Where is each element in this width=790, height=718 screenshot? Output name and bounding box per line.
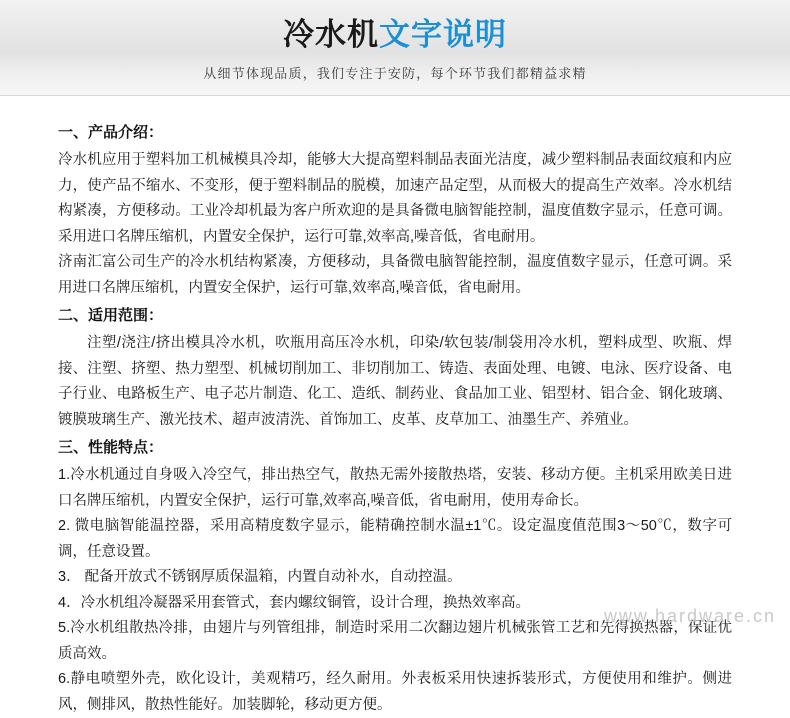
section-paragraph: 5.冷水机组散热冷排，由翅片与列管组排，制造时采用二次翻边翅片机械张管工艺和先得换热器，保证优质高效。 xyxy=(58,620,732,662)
section-application-scope xyxy=(58,303,732,433)
section-heading: 一、产品介绍： xyxy=(58,124,164,141)
page-title-plain: 冷水机 xyxy=(283,17,379,52)
watermark-text: www.hardware.cn xyxy=(603,606,776,626)
page-subtitle: 从细节体现品质，我们专注于安防，每个环节我们都精益求精 xyxy=(203,66,587,81)
section-product-intro xyxy=(58,120,732,301)
section-performance-features xyxy=(58,435,732,718)
section-paragraph: 济南汇富公司生产的冷水机结构紧凑，方便移动，具备微电脑智能控制，温度值数字显示，任意可调。采用进口名牌压缩机，内置安全保护，运行可靠,效率高,噪音低，省电耐用。 xyxy=(58,254,732,296)
section-paragraph: 4．冷水机组冷凝器采用套管式，套内螺纹铜管，设计合理，换热效率高。 xyxy=(58,594,531,611)
section-heading: 三、性能特点： xyxy=(58,439,164,456)
page-title-accent: 文字说明 xyxy=(379,17,507,52)
section-heading: 二、适用范围： xyxy=(58,307,164,324)
section-paragraph: 2. 微电脑智能温控器，采用高精度数字显示，能精确控制水温±1℃。设定温度值范围3～50℃，数字可调，任意设置。 xyxy=(58,518,732,560)
section-paragraph: 注塑/浇注/挤出模具冷水机，吹瓶用高压冷水机，印染/软包装/制袋用冷水机，塑料成型、吹瓶、焊接、注塑、挤塑、热力塑型、机械切削加工、非切削加工、铸造、表面处理、电镀、电泳、医疗设备、电子行业、电路板生产、电子芯片制造、化工、造纸、制药业、食品加工业、铝型材、铝合金、钢化玻璃、镀膜玻璃生产、激光技术、超声波清洗、首饰加工、皮革、皮草加工、油墨生产、养殖业。 xyxy=(58,335,732,428)
header-banner xyxy=(0,0,790,96)
section-paragraph: 3． 配备开放式不锈钢厚质保温箱，内置自动补水，自动控温。 xyxy=(58,569,462,585)
section-paragraph: 冷水机应用于塑料加工机械模具冷却，能够大大提高塑料制品表面光洁度，减少塑料制品表面纹痕和内应力，使产品不缩水、不变形，便于塑料制品的脱模，加速产品定型，从而极大的提高生产效率。冷水机结构紧凑，方便移动。工业冷却机最为客户所欢迎的是具备微电脑智能控制，温度值数字显示，任意可调。采用进口名牌压缩机，内置安全保护，运行可靠,效率高,噪音低，省电耐用。 xyxy=(58,152,732,245)
section-paragraph: 6.静电喷塑外壳，欧化设计，美观精巧，经久耐用。外表板采用快速拆装形式，方便使用和维护。侧进风，侧排风，散热性能好。加装脚轮，移动更方便。 xyxy=(58,671,732,713)
section-paragraph: 1.冷水机通过自身吸入冷空气，排出热空气，散热无需外接散热塔，安装、移动方便。主机采用欧美日进口名牌压缩机，内置安全保护，运行可靠,效率高,噪音低，省电耐用，使用寿命长。 xyxy=(58,467,732,509)
page-title xyxy=(0,16,790,54)
